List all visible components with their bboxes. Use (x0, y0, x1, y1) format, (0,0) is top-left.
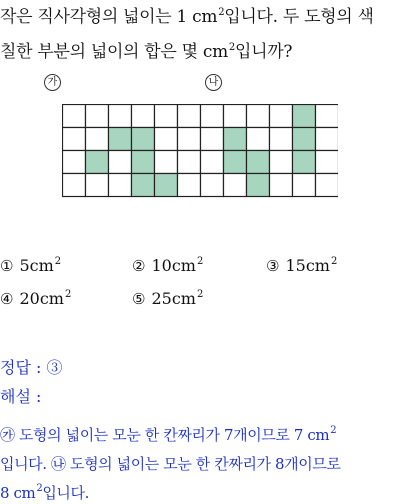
grid-cell (293, 174, 316, 197)
grid-cell-filled (155, 174, 178, 197)
grid-cell (224, 105, 247, 128)
grid-cell-filled (293, 151, 316, 174)
option-4[interactable] (0, 289, 71, 308)
grid-cell (63, 174, 86, 197)
explanation-line-3 (0, 482, 89, 503)
grid-cell (178, 105, 201, 128)
question-text-1: 작은 직사각형의 넓이는 1 cm (0, 7, 218, 27)
option-unit: cm (305, 256, 330, 275)
option-value: 10 (151, 256, 172, 275)
grid-cell-filled (293, 105, 316, 128)
option-marker: ⑤ (132, 290, 146, 308)
grid-cell (270, 174, 293, 197)
grid-cell (63, 105, 86, 128)
option-marker: ④ (0, 290, 14, 308)
grid-cell (316, 151, 339, 174)
option-unit: cm (171, 289, 196, 308)
grid-cell (155, 128, 178, 151)
option-marker: ① (0, 257, 14, 275)
superscript: 2 (196, 289, 204, 300)
option-value: 15 (285, 256, 306, 275)
option-marker: ② (132, 257, 146, 275)
superscript: 2 (330, 425, 337, 436)
option-unit: cm (29, 256, 54, 275)
grid-cell (316, 174, 339, 197)
grid-cell-filled (109, 128, 132, 151)
grid-cell (109, 105, 132, 128)
grid-cell-filled (224, 151, 247, 174)
grid-cell-filled (132, 174, 155, 197)
grid-cell-filled (86, 151, 109, 174)
grid-cell (86, 174, 109, 197)
option-unit: cm (171, 256, 196, 275)
question-line-1 (0, 2, 374, 27)
superscript: 2 (228, 42, 235, 53)
option-3[interactable] (266, 256, 337, 275)
option-unit: cm (39, 289, 64, 308)
option-2[interactable] (132, 256, 203, 275)
explanation-text-3: 8 cm (0, 484, 36, 502)
grid-cell (86, 128, 109, 151)
grid-cell-filled (132, 151, 155, 174)
grid-cell (247, 105, 270, 128)
grid-cell (86, 105, 109, 128)
question-text-2-tail: 입니까? (234, 42, 293, 62)
option-value: 5 (19, 256, 30, 275)
question-line-2 (0, 37, 292, 62)
grid-cell (178, 128, 201, 151)
explanation-text-3-tail: 입니다. (42, 484, 89, 502)
option-marker: ③ (266, 257, 280, 275)
superscript: 2 (36, 483, 43, 494)
grid-cell (63, 128, 86, 151)
superscript: 2 (330, 256, 338, 267)
explanation-line-1 (0, 424, 336, 445)
option-5[interactable] (132, 289, 203, 308)
grid-cell (270, 151, 293, 174)
grid-cell (132, 105, 155, 128)
option-value: 25 (151, 289, 172, 308)
label-ga: 가 (44, 74, 61, 91)
grid-cell (316, 105, 339, 128)
grid-cell-filled (247, 174, 270, 197)
grid-cell (109, 151, 132, 174)
explanation-line-2: 입니다. ㉯ 도형의 넓이는 모눈 한 칸짜리가 8개이므로 (0, 455, 341, 473)
grid-cell-filled (132, 128, 155, 151)
answer-value: ③ (46, 358, 63, 377)
superscript: 2 (196, 256, 204, 267)
grid-cell (201, 128, 224, 151)
grid-cell (247, 128, 270, 151)
grid-cell (316, 128, 339, 151)
answer-label: 정답 : (0, 358, 47, 377)
explanation-text-1: ㉮ 도형의 넓이는 모눈 한 칸짜리가 7개이므로 7 cm (0, 426, 330, 444)
label-na: 나 (205, 74, 222, 91)
grid-cell (201, 151, 224, 174)
answer-line (0, 355, 63, 378)
superscript: 2 (54, 256, 62, 267)
grid-cell (270, 105, 293, 128)
grid-cell (178, 174, 201, 197)
grid-cell (201, 174, 224, 197)
grid-cell (155, 105, 178, 128)
grid-cell (63, 151, 86, 174)
option-value: 20 (19, 289, 40, 308)
grid-cell (155, 151, 178, 174)
superscript: 2 (64, 289, 72, 300)
grid-cell (178, 151, 201, 174)
grid-cell-filled (247, 151, 270, 174)
grid-cell (270, 128, 293, 151)
question-text-2: 칠한 부분의 넓이의 합은 몇 cm (0, 42, 228, 62)
grid-figure (62, 104, 338, 200)
superscript: 2 (218, 7, 225, 18)
explanation-label: 해설 : (0, 387, 42, 406)
option-1[interactable] (0, 256, 61, 275)
grid-cell (109, 174, 132, 197)
grid-cell-filled (224, 128, 247, 151)
grid-cell (201, 105, 224, 128)
question-text-1-tail: 입니다. 두 도형의 색 (224, 7, 374, 27)
grid-cell-filled (293, 128, 316, 151)
grid-cell (224, 174, 247, 197)
